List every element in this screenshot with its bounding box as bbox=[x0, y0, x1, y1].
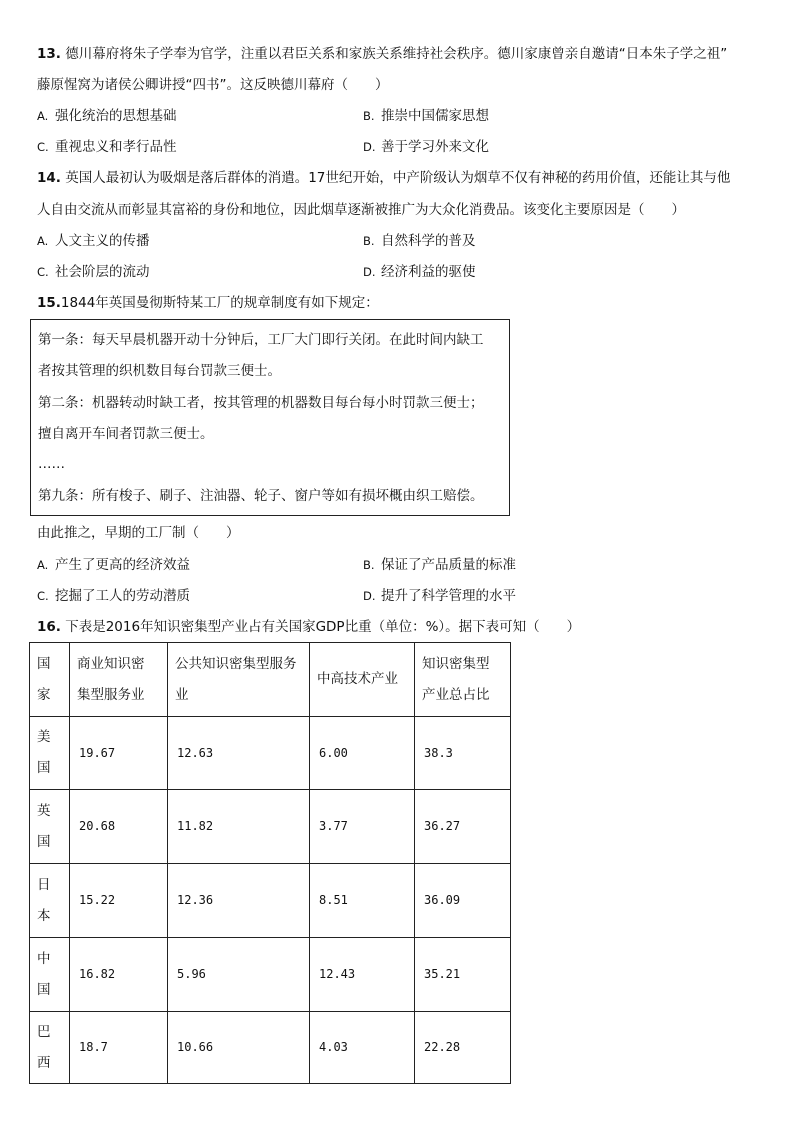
option-letter: A. bbox=[37, 234, 49, 248]
rule-line: 第一条：每天早晨机器开动十分钟后，工厂大门即行关闭。在此时间内缺工 bbox=[38, 332, 484, 348]
header-text: 业 bbox=[175, 686, 189, 703]
option-text: 善于学习外来文化 bbox=[381, 139, 489, 155]
country-cell bbox=[30, 790, 70, 864]
q14-stem-line2: 人自由交流从而彰显其富裕的身份和地位，因此烟草逐渐被推广为大众化消费品。该变化主要原因是（ ） bbox=[37, 202, 685, 218]
option-text: 产生了更高的经济效益 bbox=[55, 557, 190, 573]
country-text: 国 bbox=[37, 833, 51, 850]
header-text: 知识密集型 bbox=[422, 655, 490, 672]
country-cell bbox=[30, 938, 70, 1012]
country-text: 本 bbox=[37, 907, 51, 924]
header-text: 集型服务业 bbox=[77, 686, 145, 703]
rule-line: 第二条：机器转动时缺工者，按其管理的机器数目每台每小时罚款三便士； bbox=[38, 395, 484, 411]
country-text: 英 bbox=[37, 802, 51, 819]
value-cell: 35.21 bbox=[415, 938, 511, 1012]
option-text: 提升了科学管理的水平 bbox=[381, 588, 516, 604]
rule-line: 者按其管理的织机数目每台罚款三便士。 bbox=[38, 363, 281, 379]
table-row bbox=[30, 790, 511, 864]
q15-option-d[interactable] bbox=[363, 586, 516, 606]
country-cell bbox=[30, 717, 70, 790]
country-cell bbox=[30, 864, 70, 938]
header-hightech bbox=[310, 643, 415, 717]
q15-option-a[interactable] bbox=[37, 555, 190, 575]
value-cell: 4.03 bbox=[310, 1012, 415, 1084]
header-text: 产业总占比 bbox=[422, 686, 490, 703]
value-cell: 19.67 bbox=[70, 717, 168, 790]
header-country bbox=[30, 643, 70, 717]
header-text: 家 bbox=[37, 686, 51, 703]
option-text: 强化统治的思想基础 bbox=[55, 108, 177, 124]
value-cell: 8.51 bbox=[310, 864, 415, 938]
q15-stem-line1 bbox=[37, 293, 379, 313]
country-text: 西 bbox=[37, 1054, 51, 1071]
q14-text-1: 英国人最初认为吸烟是落后群体的消遣。17世纪开始，中产阶级认为烟草不仅有神秘的药用价值，还能让其与他 bbox=[65, 170, 731, 186]
q14-option-c[interactable] bbox=[37, 262, 150, 282]
option-letter: B. bbox=[363, 109, 375, 123]
option-text: 经济利益的驱使 bbox=[381, 264, 476, 280]
value-cell: 6.00 bbox=[310, 717, 415, 790]
factory-rules-box bbox=[30, 319, 510, 516]
country-text: 中 bbox=[37, 950, 51, 967]
q13-stem-line2: 藤原惺窝为诸侯公卿讲授“四书”。这反映德川幕府（ ） bbox=[37, 77, 389, 93]
q14-stem-line1 bbox=[37, 168, 730, 188]
option-letter: D. bbox=[363, 140, 376, 154]
q16-number: 16. bbox=[37, 619, 61, 635]
option-letter: C. bbox=[37, 589, 49, 603]
option-letter: B. bbox=[363, 234, 375, 248]
option-text: 保证了产品质量的标准 bbox=[381, 557, 516, 573]
option-text: 自然科学的普及 bbox=[381, 233, 476, 249]
q13-option-c[interactable] bbox=[37, 137, 177, 157]
q13-stem-line1 bbox=[37, 44, 727, 64]
value-cell: 36.27 bbox=[415, 790, 511, 864]
gdp-table bbox=[29, 642, 511, 1084]
table-row bbox=[30, 938, 511, 1012]
q13-number: 13. bbox=[37, 46, 61, 62]
q13-option-d[interactable] bbox=[363, 137, 489, 157]
country-text: 美 bbox=[37, 729, 51, 745]
q16-stem-line1 bbox=[37, 617, 580, 637]
value-cell: 22.28 bbox=[415, 1012, 511, 1084]
q13-text-1: 德川幕府将朱子学奉为官学，注重以君臣关系和家族关系维持社会秩序。德川家康曾亲自邀请“日本朱子学之祖” bbox=[65, 46, 728, 62]
q15-text-1: 1844年英国曼彻斯特某工厂的规章制度有如下规定： bbox=[60, 295, 379, 311]
rule-line: 擅自离开车间者罚款三便士。 bbox=[38, 426, 214, 442]
option-letter: C. bbox=[37, 265, 49, 279]
q13-option-a[interactable] bbox=[37, 106, 177, 126]
country-text: 巴 bbox=[37, 1023, 51, 1040]
value-cell: 18.7 bbox=[70, 1012, 168, 1084]
value-cell: 12.43 bbox=[310, 938, 415, 1012]
q15-option-c[interactable] bbox=[37, 586, 190, 606]
option-text: 挖掘了工人的劳动潜质 bbox=[55, 588, 190, 604]
q15-number: 15. bbox=[37, 295, 61, 311]
header-text: 国 bbox=[37, 655, 51, 672]
header-commercial bbox=[70, 643, 168, 717]
q14-option-d[interactable] bbox=[363, 262, 476, 282]
q14-number: 14. bbox=[37, 170, 61, 186]
option-text: 重视忠义和孝行品性 bbox=[55, 139, 177, 155]
value-cell: 12.36 bbox=[168, 864, 310, 938]
q13-option-b[interactable] bbox=[363, 106, 489, 126]
option-letter: D. bbox=[363, 265, 376, 279]
option-text: 人文主义的传播 bbox=[55, 233, 150, 249]
option-text: 推崇中国儒家思想 bbox=[381, 108, 489, 124]
option-letter: A. bbox=[37, 558, 49, 572]
country-cell bbox=[30, 1012, 70, 1084]
option-letter: A. bbox=[37, 109, 49, 123]
header-text: 商业知识密 bbox=[77, 655, 145, 672]
value-cell: 5.96 bbox=[168, 938, 310, 1012]
q14-option-b[interactable] bbox=[363, 231, 476, 251]
table-row bbox=[30, 1012, 511, 1084]
table-row bbox=[30, 717, 511, 790]
option-letter: D. bbox=[363, 589, 376, 603]
header-text: 公共知识密集型服务 bbox=[175, 655, 297, 672]
q15-option-b[interactable] bbox=[363, 555, 516, 575]
q15-stem-line2: 由此推之，早期的工厂制（ ） bbox=[37, 525, 240, 541]
country-text: 国 bbox=[37, 760, 51, 776]
header-text: 中高技术产业 bbox=[317, 671, 398, 687]
value-cell: 11.82 bbox=[168, 790, 310, 864]
option-letter: B. bbox=[363, 558, 375, 572]
rule-ellipsis: …… bbox=[38, 456, 65, 472]
value-cell: 20.68 bbox=[70, 790, 168, 864]
value-cell: 12.63 bbox=[168, 717, 310, 790]
q14-option-a[interactable] bbox=[37, 231, 150, 251]
value-cell: 3.77 bbox=[310, 790, 415, 864]
value-cell: 36.09 bbox=[415, 864, 511, 938]
value-cell: 16.82 bbox=[70, 938, 168, 1012]
country-text: 国 bbox=[37, 981, 51, 998]
table-header-row bbox=[30, 643, 511, 717]
value-cell: 15.22 bbox=[70, 864, 168, 938]
option-letter: C. bbox=[37, 140, 49, 154]
rule-line: 第九条：所有梭子、刷子、注油器、轮子、窗户等如有损坏概由织工赔偿。 bbox=[38, 488, 484, 504]
country-text: 日 bbox=[37, 876, 51, 893]
header-total bbox=[415, 643, 511, 717]
value-cell: 10.66 bbox=[168, 1012, 310, 1084]
option-text: 社会阶层的流动 bbox=[55, 264, 150, 280]
table-row bbox=[30, 864, 511, 938]
q16-text-1: 下表是2016年知识密集型产业占有关国家GDP比重（单位：%）。据下表可知（ ） bbox=[65, 619, 581, 635]
header-public bbox=[168, 643, 310, 717]
value-cell: 38.3 bbox=[415, 717, 511, 790]
